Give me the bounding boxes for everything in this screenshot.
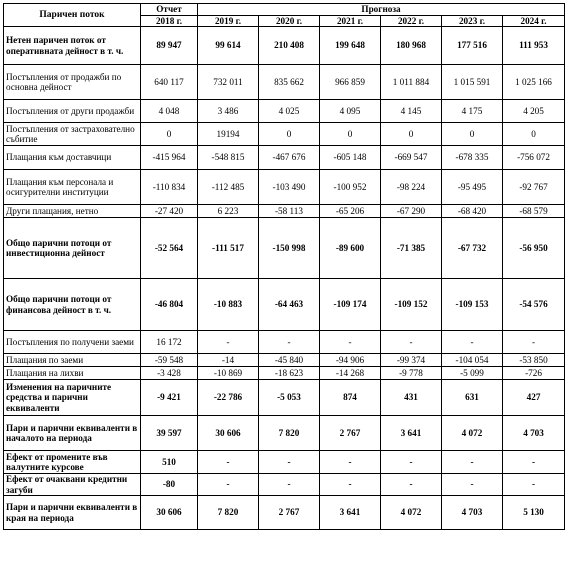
value-cell: 4 095 <box>320 100 381 123</box>
value-cell: 427 <box>503 380 565 416</box>
value-cell: 1 011 884 <box>381 65 442 100</box>
value-cell: - <box>320 451 381 474</box>
value-cell: -68 579 <box>503 205 565 218</box>
value-cell: -109 152 <box>381 279 442 331</box>
row-label: Пари и парични еквиваленти в края на периода <box>4 496 141 530</box>
value-cell: 4 072 <box>381 496 442 530</box>
row-label: Плащания към персонала и осигурителни институции <box>4 170 141 205</box>
value-cell: 4 175 <box>442 100 503 123</box>
value-cell: 210 408 <box>259 27 320 65</box>
report-label: Отчет <box>141 4 198 16</box>
value-cell: - <box>259 474 320 496</box>
value-cell: -89 600 <box>320 218 381 279</box>
table-row <box>4 205 565 218</box>
table-row <box>4 416 565 451</box>
value-cell: -678 335 <box>442 146 503 170</box>
value-cell: - <box>442 331 503 354</box>
table-title: Паричен поток <box>4 4 141 27</box>
value-cell: -14 268 <box>320 367 381 380</box>
table-row <box>4 367 565 380</box>
table-row <box>4 380 565 416</box>
value-cell: -68 420 <box>442 205 503 218</box>
table-row <box>4 27 565 65</box>
value-cell: 0 <box>442 123 503 146</box>
row-label: Общо парични потоци от финансова дейност в т. ч. <box>4 279 141 331</box>
year-header: 2023 г. <box>442 15 503 27</box>
table-body <box>4 27 565 530</box>
value-cell: 631 <box>442 380 503 416</box>
value-cell: -64 463 <box>259 279 320 331</box>
value-cell: - <box>259 331 320 354</box>
row-label: Други плащания, нетно <box>4 205 141 218</box>
value-cell: 966 859 <box>320 65 381 100</box>
value-cell: 30 606 <box>198 416 259 451</box>
value-cell: -67 732 <box>442 218 503 279</box>
table-row <box>4 123 565 146</box>
value-cell: -9 778 <box>381 367 442 380</box>
table-row <box>4 331 565 354</box>
value-cell: 0 <box>259 123 320 146</box>
value-cell: 19194 <box>198 123 259 146</box>
value-cell: -80 <box>141 474 198 496</box>
value-cell: - <box>442 474 503 496</box>
row-label: Изменения на паричните средства и парични еквиваленти <box>4 380 141 416</box>
value-cell: -150 998 <box>259 218 320 279</box>
value-cell: - <box>381 451 442 474</box>
value-cell: -110 834 <box>141 170 198 205</box>
value-cell: 0 <box>503 123 565 146</box>
value-cell: -67 290 <box>381 205 442 218</box>
value-cell: 1 015 591 <box>442 65 503 100</box>
value-cell: -104 054 <box>442 354 503 367</box>
value-cell: -10 883 <box>198 279 259 331</box>
table-row <box>4 496 565 530</box>
cash-flow-table <box>3 3 565 530</box>
value-cell: -3 428 <box>141 367 198 380</box>
year-header: 2020 г. <box>259 15 320 27</box>
value-cell: - <box>503 331 565 354</box>
table-row <box>4 146 565 170</box>
row-label: Постъпления от застрахователно събитие <box>4 123 141 146</box>
value-cell: -71 385 <box>381 218 442 279</box>
value-cell: 431 <box>381 380 442 416</box>
value-cell: -56 950 <box>503 218 565 279</box>
value-cell: 2 767 <box>320 416 381 451</box>
table-row <box>4 100 565 123</box>
value-cell: -94 906 <box>320 354 381 367</box>
value-cell: 4 048 <box>141 100 198 123</box>
value-cell: 3 486 <box>198 100 259 123</box>
year-header: 2024 г. <box>503 15 565 27</box>
table-row <box>4 354 565 367</box>
value-cell: 640 117 <box>141 65 198 100</box>
value-cell: -92 767 <box>503 170 565 205</box>
year-header: 2022 г. <box>381 15 442 27</box>
value-cell: -548 815 <box>198 146 259 170</box>
value-cell: -109 153 <box>442 279 503 331</box>
value-cell: 0 <box>381 123 442 146</box>
row-label: Плащания на лихви <box>4 367 141 380</box>
value-cell: -65 206 <box>320 205 381 218</box>
table-row <box>4 170 565 205</box>
value-cell: 39 597 <box>141 416 198 451</box>
table-row <box>4 279 565 331</box>
value-cell: 732 011 <box>198 65 259 100</box>
value-cell: -467 676 <box>259 146 320 170</box>
value-cell: 510 <box>141 451 198 474</box>
value-cell: - <box>198 331 259 354</box>
value-cell: 177 516 <box>442 27 503 65</box>
value-cell: -45 840 <box>259 354 320 367</box>
year-header: 2019 г. <box>198 15 259 27</box>
row-label: Пари и парични еквиваленти в началото на периода <box>4 416 141 451</box>
value-cell: 4 072 <box>442 416 503 451</box>
value-cell: -18 623 <box>259 367 320 380</box>
row-label: Общо парични потоци от инвестиционна дейност <box>4 218 141 279</box>
value-cell: 6 223 <box>198 205 259 218</box>
value-cell: - <box>503 474 565 496</box>
value-cell: 0 <box>320 123 381 146</box>
value-cell: 16 172 <box>141 331 198 354</box>
value-cell: 4 703 <box>503 416 565 451</box>
value-cell: -95 495 <box>442 170 503 205</box>
value-cell: - <box>442 451 503 474</box>
value-cell: -98 224 <box>381 170 442 205</box>
table-row <box>4 451 565 474</box>
value-cell: - <box>259 451 320 474</box>
value-cell: 180 968 <box>381 27 442 65</box>
row-label: Ефект от промените във валутните курсове <box>4 451 141 474</box>
value-cell: -9 421 <box>141 380 198 416</box>
value-cell: 4 703 <box>442 496 503 530</box>
value-cell: 4 145 <box>381 100 442 123</box>
value-cell: 4 205 <box>503 100 565 123</box>
table-row <box>4 474 565 496</box>
value-cell: -58 113 <box>259 205 320 218</box>
value-cell: -27 420 <box>141 205 198 218</box>
value-cell: 7 820 <box>259 416 320 451</box>
value-cell: -669 547 <box>381 146 442 170</box>
value-cell: 7 820 <box>198 496 259 530</box>
value-cell: -52 564 <box>141 218 198 279</box>
value-cell: - <box>503 451 565 474</box>
value-cell: -46 804 <box>141 279 198 331</box>
value-cell: -5 099 <box>442 367 503 380</box>
value-cell: 0 <box>141 123 198 146</box>
value-cell: -111 517 <box>198 218 259 279</box>
value-cell: -112 485 <box>198 170 259 205</box>
value-cell: 3 641 <box>320 496 381 530</box>
value-cell: -100 952 <box>320 170 381 205</box>
value-cell: -756 072 <box>503 146 565 170</box>
value-cell: 89 947 <box>141 27 198 65</box>
table-row <box>4 218 565 279</box>
value-cell: -10 869 <box>198 367 259 380</box>
row-label: Постъпления по получени заеми <box>4 331 141 354</box>
value-cell: - <box>381 331 442 354</box>
value-cell: 4 025 <box>259 100 320 123</box>
table-row <box>4 65 565 100</box>
row-label: Ефект от очаквани кредитни загуби <box>4 474 141 496</box>
value-cell: 2 767 <box>259 496 320 530</box>
value-cell: 199 648 <box>320 27 381 65</box>
value-cell: -22 786 <box>198 380 259 416</box>
value-cell: - <box>320 474 381 496</box>
value-cell: 99 614 <box>198 27 259 65</box>
value-cell: 874 <box>320 380 381 416</box>
value-cell: -53 850 <box>503 354 565 367</box>
row-label: Плащания към доставчици <box>4 146 141 170</box>
value-cell: -109 174 <box>320 279 381 331</box>
value-cell: 835 662 <box>259 65 320 100</box>
value-cell: 111 953 <box>503 27 565 65</box>
value-cell: -103 490 <box>259 170 320 205</box>
value-cell: -5 053 <box>259 380 320 416</box>
row-label: Постъпления от други продажби <box>4 100 141 123</box>
value-cell: 3 641 <box>381 416 442 451</box>
value-cell: - <box>198 451 259 474</box>
value-cell: -99 374 <box>381 354 442 367</box>
row-label: Плащания по заеми <box>4 354 141 367</box>
forecast-label: Прогноза <box>198 4 565 16</box>
row-label: Постъпления от продажби по основна дейност <box>4 65 141 100</box>
value-cell: 5 130 <box>503 496 565 530</box>
value-cell: 30 606 <box>141 496 198 530</box>
value-cell: -14 <box>198 354 259 367</box>
value-cell: 1 025 166 <box>503 65 565 100</box>
value-cell: -415 964 <box>141 146 198 170</box>
value-cell: -726 <box>503 367 565 380</box>
row-label: Нетен паричен поток от оперативната дейност в т. ч. <box>4 27 141 65</box>
value-cell: - <box>381 474 442 496</box>
year-header: 2021 г. <box>320 15 381 27</box>
value-cell: -59 548 <box>141 354 198 367</box>
value-cell: - <box>198 474 259 496</box>
value-cell: -54 576 <box>503 279 565 331</box>
value-cell: - <box>320 331 381 354</box>
value-cell: -605 148 <box>320 146 381 170</box>
year-header: 2018 г. <box>141 15 198 27</box>
